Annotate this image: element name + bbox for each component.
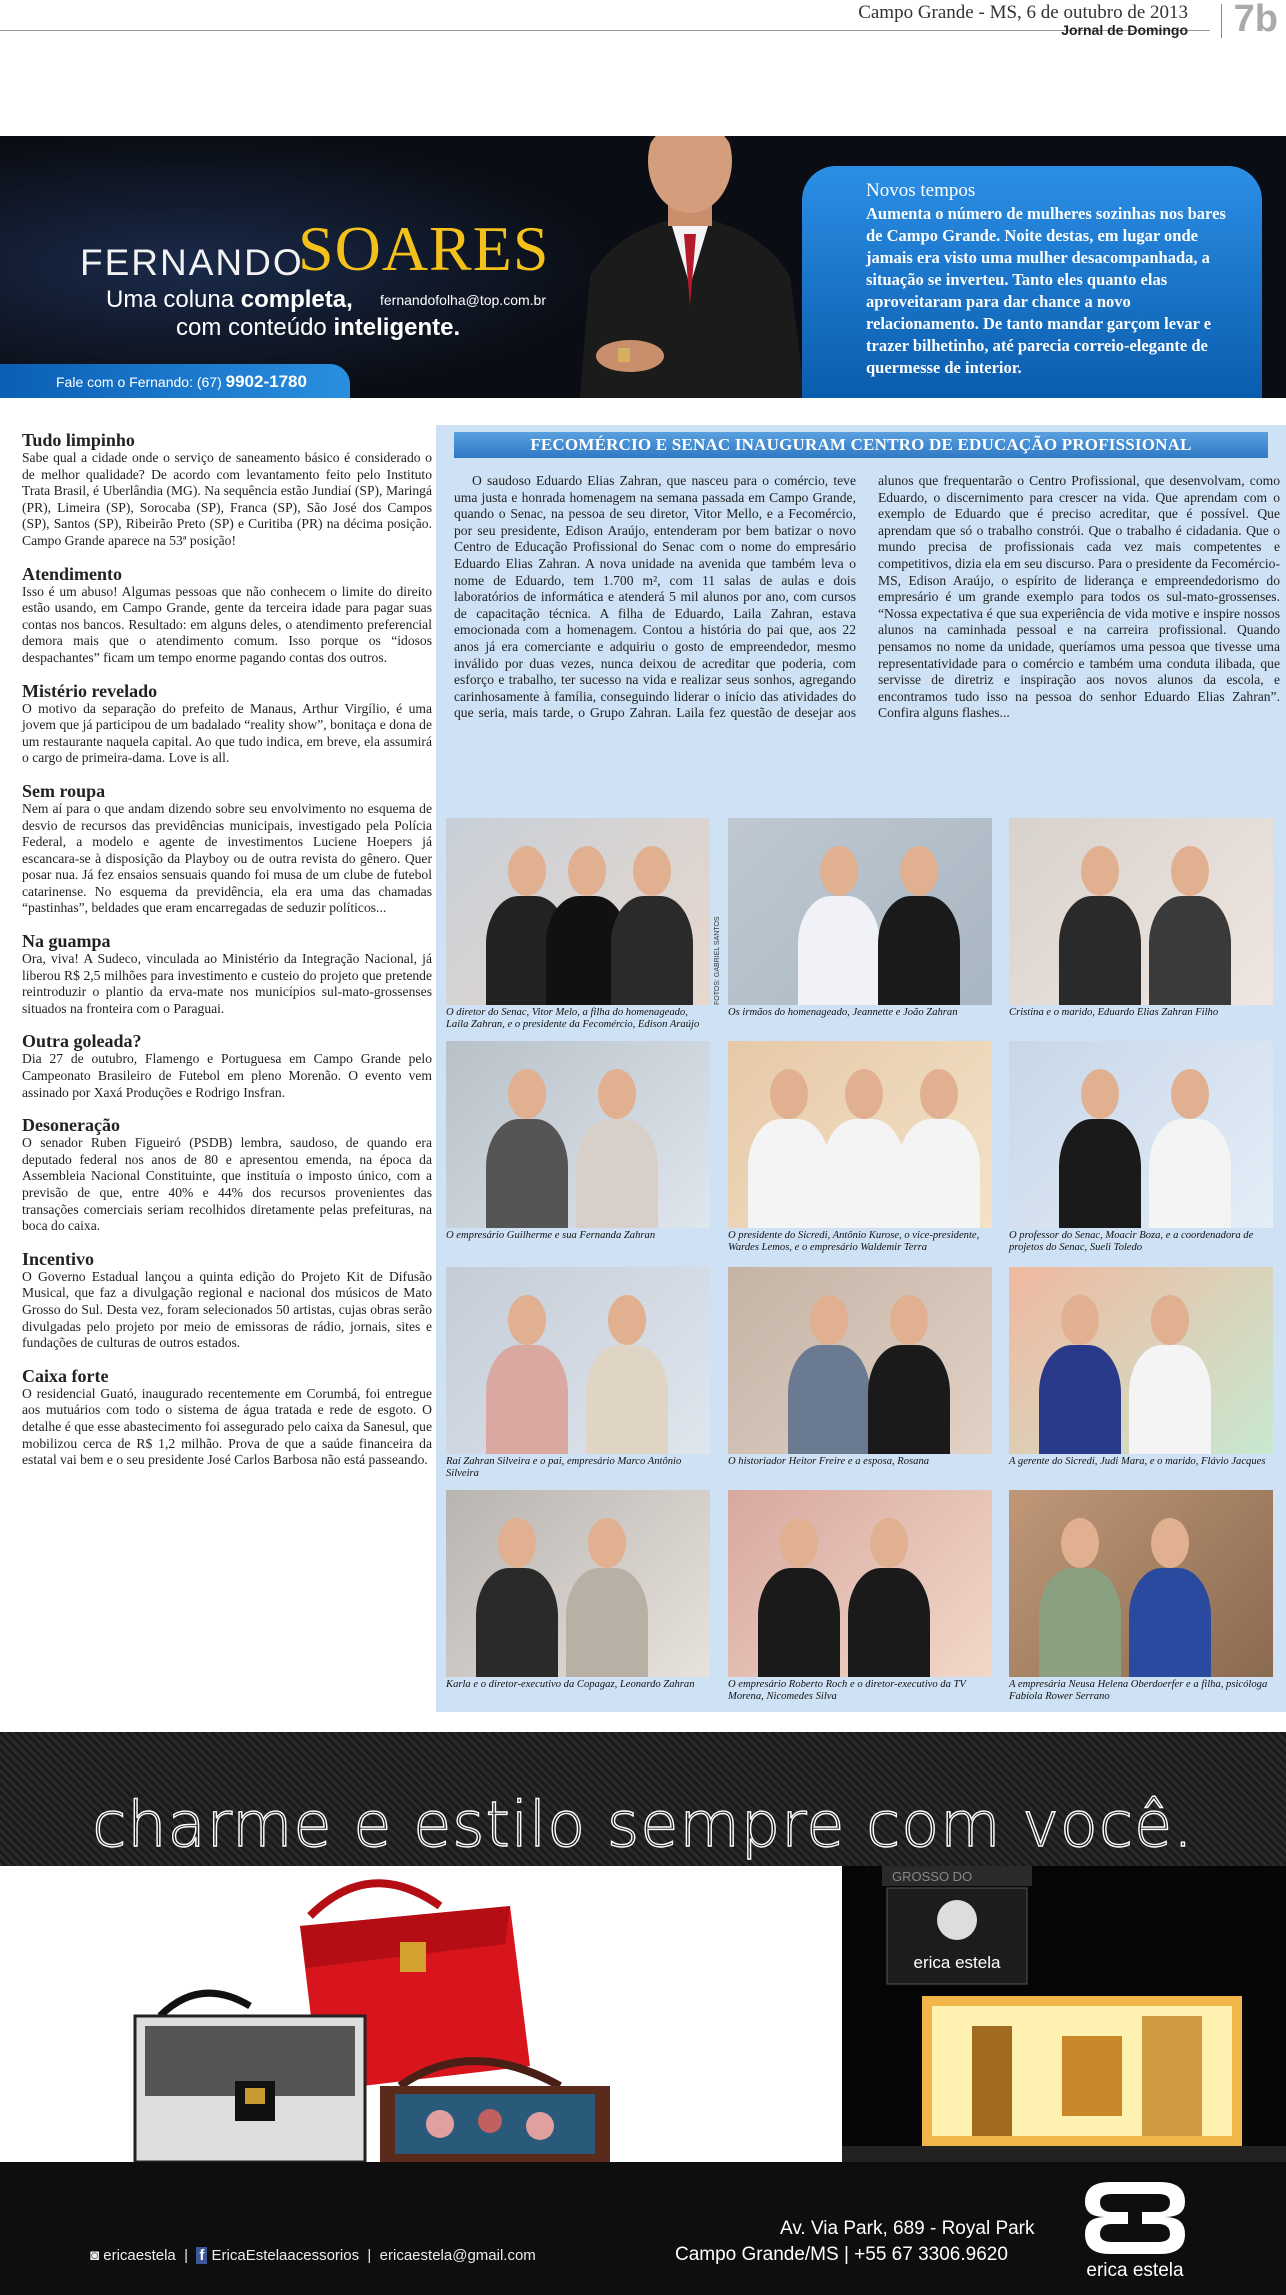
ad-store-photo — [842, 1866, 1286, 2162]
person-head — [498, 1518, 536, 1568]
store-city-phone: Campo Grande/MS | +55 67 3306.9620 — [675, 2244, 1008, 2265]
ad-slogan: charme e estilo sempre com você. — [92, 1788, 1194, 1861]
person-figure — [798, 896, 880, 1005]
handbags-illustration — [0, 1866, 842, 2162]
person-head — [568, 846, 606, 896]
page-header — [0, 0, 1286, 42]
highlight-text: Aumenta o número de mulheres sozinhas nos bares de Campo Grande. Noite destas, em lugar onde jamais era visto uma mulher desacompanhada, a situação se inverteu. Tanto eles quanto elas aproveitaram para dar chance a novo relacionamento. De tanto mandar garçom levar e trazer bilhetinho, até parecia correio-elegante de quermesse de interior. — [866, 204, 1226, 377]
person-head — [900, 846, 938, 896]
person-figure — [878, 896, 960, 1005]
note-text: Sabe qual a cidade onde o serviço de saneamento básico é considerado o de melhor qualidade? De acordo com levantamento feito pelo Instituto Trata Brasil, é Uberlândia (MG). Na sequência estão Jundiaí (SP), Maringá (PR), Limeira (SP), Sorocaba (SP), Franca (SP), São José dos Campos (SP), Santos (SP), Ribeirão Preto (SP) e Curitiba (PR) na décima posição. Campo Grande aparece na 53ª posição! — [22, 450, 432, 548]
facebook-icon: f — [196, 2247, 207, 2264]
event-photo — [1009, 1490, 1273, 1677]
person-figure — [848, 1568, 930, 1677]
person-head — [1081, 846, 1119, 896]
note-title: Atendimento — [22, 563, 122, 584]
header-rule — [0, 30, 1210, 31]
columnist-portrait — [560, 136, 820, 398]
photo-caption: A gerente do Sicredi, Judi Mara, e o marido, Flávio Jacques — [1009, 1456, 1266, 1467]
person-head — [588, 1518, 626, 1568]
tagline-1-prefix: Uma coluna — [106, 286, 241, 313]
feature-paragraph: O saudoso Eduardo Elias Zahran, que nasceu para o comércio, teve uma justa e honrada homenagem na semana passada em Campo Grande, quando o Senac, na pessoa de seu diretor, Vitor Mello, e a Fecomércio, por seu presidente, Edison Araújo, entenderam por bem batizar o novo Centro de Educação Profissional do Senac com o nome do empresário Eduardo Elias Zahran. A nova unidade na avenida que também leva o nome de Eduardo, tem 1.700 m², com 11 salas de aulas e dois laboratórios de informática e atenderá 5 mil alunos por ano, com cursos de capacitação técnica. A filha de Eduardo, Laila Zahran, estava emocionada com a homenagem. Contou a história do pai que, aos 22 anos já era comerciante e adquiriu o gosto de empreendedor, mesmo inválido por duas vezes, nunca deixou de acreditar que poderia, com esforço e trabalho, ter sucesso na vida e realizar seus sonhos, agregando carinhosamente à família, conseguindo liderar o início das atividades do que seria, mais tarde, o Grupo Zahran. Laila fez questão de desejar aos alunos que frequentarão o Centro Profissional, que desenvolvam, como Eduardo, o discernimento para crescer na vida. Que aprendam com o exemplo de Eduardo que é preciso acreditar, que é possível. Que aprendam que só o trabalho constrói. Que o trabalho é cidadania. Que o mundo precisa de profissionais cada vez mais competentes e competitivos, dizia ela em seu discurso. Para o presidente da Fecomércio-MS, Edison Araújo, o espírito de liderança e empreendedorismo do empresário é um grande exemplo para todos os sul-mato-grossenses. “Nossa expectativa é que sua experiência de vida motive e inspire nossos alunos na caminhada pessoal e na carreira profissional. Quando pensamos no nome da unidade, queríamos uma pessoa que tivesse uma representatividade para o comércio e também uma conduta ilibada, que servisse de diretriz e inspiração aos novos alunos da escola, e encontramos tudo isso na pessoa do senhor Eduardo Elias Zahran”. Confira alguns flashes... — [454, 473, 1280, 721]
page-number: 7b — [1233, 0, 1278, 40]
person-figure — [788, 1345, 870, 1454]
note-title: Tudo limpinho — [22, 430, 135, 450]
photo-caption: O historiador Heitor Freire e a esposa, Rosana — [728, 1456, 930, 1467]
person-head — [508, 1295, 546, 1345]
note-text: Nem aí para o que andam dizendo sobre seu envolvimento no esquema de desvio de recursos das previdências municipais, investigado pela Polícia Federal, a modelo e agente de investimentos Luciene Hoepers já escancara-se à disposição da Playboy ou de outra revista do gênero. Quer posar nua. Já fez ensaios sensuais quando foi musa de um clube de futebol catarinense. No esquema da previdência, ela era uma das chamadas “pastinhas”, beldades que eram encarregadas de seduzir políticos... — [22, 800, 432, 916]
instagram-handle[interactable]: ericaestela — [103, 2247, 176, 2264]
person-head — [1151, 1295, 1189, 1345]
person-head — [633, 846, 671, 896]
ad-social-links: ◙ ericaestela | f EricaEstelaacessorios | ericaestela@gmail.com — [90, 2247, 536, 2264]
photo-caption: O professor do Senac, Moacir Boza, e a coordenadora de projetos do Senac, Sueli Toledo — [1009, 1230, 1254, 1253]
note-text: O Governo Estadual lançou a quinta edição do Projeto Kit de Difusão Musical, que faz a divulgação regional e nacional dos músicos de Mato Grosso do Sul. Desta vez, foram selecionados 50 artistas, cujas obras serão divulgadas pelo projeto por meio de emissoras de rádio, jornais, sites e fundações de culturas de outros estados. — [22, 1268, 432, 1351]
contact-prefix: Fale com o Fernando: (67) — [56, 374, 226, 390]
note-text: Isso é um abuso! Algumas pessoas que não conhecem o limite do direito estão usando, em Campo Grande, gente da terceira idade para pagar suas contas nos bancos. Resultado: em alguns deles, o atendimento preferencial demora mais que o atendimento comum. Isso porque os “idosos despachantes” ficam um tempo enorme pagando contas dos outros. — [22, 583, 432, 665]
event-photo — [728, 1490, 992, 1677]
person-figure — [476, 1568, 558, 1677]
feature-article — [436, 425, 1286, 1712]
person-head — [780, 1518, 818, 1568]
contact-email[interactable]: ericaestela@gmail.com — [379, 2247, 536, 2264]
photo-caption: O diretor do Senac, Vitor Melo, a filha do homenageado, Laila Zahran, e o presidente da Fecomércio, Edison Araújo — [446, 1007, 700, 1030]
photo-caption: O empresário Roberto Roch e o diretor-executivo da TV Morena, Nicomedes Silva — [728, 1679, 966, 1702]
photo-credit: FOTOS: GABRIEL SANTOS — [714, 916, 721, 1005]
person-head — [870, 1518, 908, 1568]
notes-column — [22, 424, 432, 1469]
brand-monogram-icon — [1080, 2172, 1190, 2262]
highlight-title: Novos tempos — [866, 180, 976, 201]
person-head — [810, 1295, 848, 1345]
person-figure — [823, 1119, 905, 1228]
person-head — [920, 1069, 958, 1119]
person-figure — [486, 1119, 568, 1228]
event-photo — [446, 1267, 710, 1454]
instagram-icon: ◙ — [90, 2247, 100, 2264]
contact-phone: 9902-1780 — [225, 372, 307, 391]
note-title: Na guampa — [22, 931, 111, 952]
person-head — [1151, 1518, 1189, 1568]
photo-caption: O presidente do Sicredi, Antônio Kurose, o vice-presidente, Wardes Lemos, e o empresário Waldemir Terra — [728, 1230, 980, 1253]
brand-logo — [1080, 2172, 1190, 2287]
brand-name: erica estela — [1086, 2260, 1184, 2281]
person-figure — [1039, 1568, 1121, 1677]
note-title: Desoneração — [22, 1115, 120, 1136]
column-banner — [0, 136, 1286, 398]
note-text: O senador Ruben Figueiró (PSDB) lembra, saudoso, de quando era deputado federal nos anos de 80 e apresentou emenda, na época da Assembleia Nacional Constituinte, que instituía o imposto único, com a previsão de que, entre 40% e 44% dos recursos provenientes das transações comerciais seriam recolhidos diretamente pelas prefeituras, na boca do caixa. — [22, 1135, 432, 1234]
person-figure — [748, 1119, 830, 1228]
store-sign: erica estela — [913, 1953, 1001, 1972]
note-title: Sem roupa — [22, 780, 106, 801]
note-title: Outra goleada? — [22, 1031, 142, 1052]
event-photo — [1009, 1041, 1273, 1228]
tagline-1-bold: completa, — [240, 286, 353, 313]
event-photo — [728, 1267, 992, 1454]
event-photo — [446, 1490, 710, 1677]
person-figure — [611, 896, 693, 1005]
contact-strip — [0, 364, 350, 398]
person-figure — [1149, 1119, 1231, 1228]
event-photo — [728, 1041, 992, 1228]
person-figure — [1129, 1345, 1211, 1454]
person-head — [508, 846, 546, 896]
person-head — [598, 1069, 636, 1119]
person-figure — [1039, 1345, 1121, 1454]
note-title: Incentivo — [22, 1248, 94, 1269]
feature-body — [454, 473, 1280, 722]
columnist-last-name: SOARES — [298, 213, 550, 284]
person-head — [770, 1069, 808, 1119]
tagline-line-1 — [106, 286, 353, 314]
person-head — [1061, 1295, 1099, 1345]
person-figure — [566, 1568, 648, 1677]
person-head — [508, 1069, 546, 1119]
note-text: O motivo da separação do prefeito de Manaus, Arthur Virgílio, é uma jovem que já participou de um badalado “reality show”, bonitaça e dona de um restaurante naquela capital. Ao que tudo indica, em breve, ela assumirá o cargo de primeira-dama. Love is all. — [22, 700, 432, 766]
note-text: Dia 27 de outubro, Flamengo e Portuguesa em Campo Grande pelo Campeonato Brasileiro de Futebol em pleno Morenão. O evento vem assinado por Xaxá Produções e Rodrigo Insfran. — [22, 1051, 432, 1100]
person-head — [1171, 846, 1209, 896]
edition-date: Campo Grande - MS, 6 de outubro de 2013 — [858, 2, 1188, 23]
person-head — [1171, 1069, 1209, 1119]
photo-caption: Raí Zahran Silveira e o pai, empresário Marco Antônio Silveira — [446, 1456, 682, 1479]
person-figure — [1059, 896, 1141, 1005]
person-figure — [576, 1119, 658, 1228]
highlight-bubble — [802, 166, 1262, 398]
person-head — [1081, 1069, 1119, 1119]
person-figure — [1149, 896, 1231, 1005]
advertisement — [0, 1732, 1286, 2295]
photo-caption: A empresária Neusa Helena Oberdoerfer e a filha, psicóloga Fabíola Rower Serrano — [1009, 1679, 1268, 1702]
note-title: Caixa forte — [22, 1365, 109, 1386]
person-figure — [486, 1345, 568, 1454]
feature-title: FECOMÉRCIO E SENAC INAUGURAM CENTRO DE EDUCAÇÃO PROFISSIONAL — [454, 432, 1268, 458]
person-head — [1061, 1518, 1099, 1568]
event-photo — [728, 818, 992, 1005]
facebook-page[interactable]: EricaEstelaacessorios — [211, 2247, 360, 2264]
tagline-2-bold: inteligente. — [333, 314, 461, 341]
store-address: Av. Via Park, 689 - Royal Park — [780, 2218, 1035, 2239]
person-figure — [1059, 1119, 1141, 1228]
person-figure — [898, 1119, 980, 1228]
photo-caption: Cristina e o marido, Eduardo Elias Zahran Filho — [1009, 1007, 1219, 1018]
event-photo — [446, 1041, 710, 1228]
person-head — [890, 1295, 928, 1345]
photo-caption: O empresário Guilherme e sua Fernanda Zahran — [446, 1230, 656, 1241]
person-head — [820, 846, 858, 896]
event-photo — [1009, 1267, 1273, 1454]
note-title: Mistério revelado — [22, 680, 158, 701]
tagline-line-2 — [176, 314, 460, 342]
newspaper-name: Jornal de Domingo — [1061, 22, 1188, 38]
note-text: O residencial Guató, inaugurado recentemente em Corumbá, foi entregue aos mutuários com todo o sistema de água tratada e rede de esgoto. O detalhe é que esse abastecimento foi assegurado pelo caixa da Sanesul, que mobilizou cerca de R$ 1,2 milhão. Prova de que a saúde financeira da estatal vai bem e o seu presidente José Carlos Barbosa não está passeando. — [22, 1385, 432, 1468]
note-text: Ora, viva! A Sudeco, vinculada ao Ministério da Integração Nacional, já liberou R$ 2,5 milhões para investimento e custeio do projeto que pretende reintroduzir o plantio da erva-mate nos municípios sul-mato-grossenses situados na fronteira com o Paraguai. — [22, 951, 432, 1016]
person-figure — [586, 1345, 668, 1454]
person-head — [608, 1295, 646, 1345]
event-photo — [446, 818, 710, 1005]
person-head — [845, 1069, 883, 1119]
photo-caption: Karla e o diretor-executivo da Copagaz, Leonardo Zahran — [446, 1679, 695, 1690]
event-photo — [1009, 818, 1273, 1005]
storefront-illustration — [842, 1866, 1286, 2162]
columnist-first-name: FERNANDO — [80, 242, 304, 283]
store-top-sign: GROSSO DO — [892, 1869, 973, 1884]
header-divider — [1221, 4, 1222, 38]
photo-caption: Os irmãos do homenageado, Jeannette e João Zahran — [728, 1007, 958, 1018]
person-figure — [868, 1345, 950, 1454]
tagline-2-prefix: com conteúdo — [176, 314, 334, 341]
person-figure — [758, 1568, 840, 1677]
ad-product-area — [0, 1866, 842, 2162]
person-figure — [1129, 1568, 1211, 1677]
columnist-email: fernandofolha@top.com.br — [380, 292, 546, 308]
